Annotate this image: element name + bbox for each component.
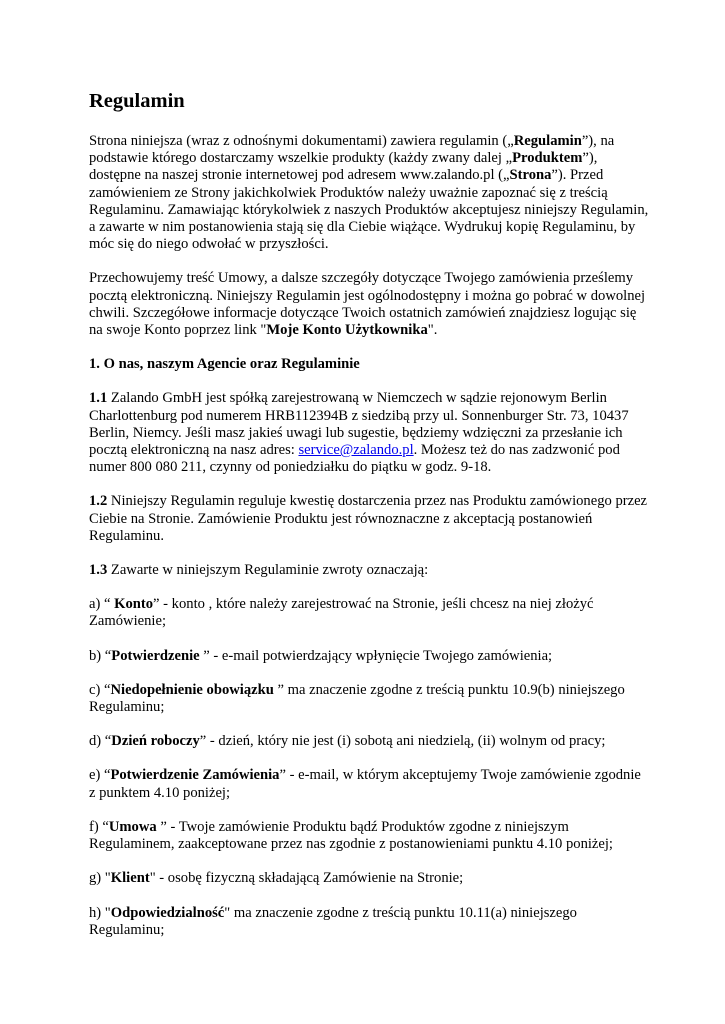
definition-item [89, 870, 649, 887]
definition-prefix: c) “ [89, 681, 111, 698]
text-span: Strona niniejsza (wraz z odnośnymi dokumentami) zawiera regulamin („ [89, 133, 514, 149]
definition-text: " ma znaczenie zgodne z treścią punktu 10.11(a) niniejszego Regulaminu; [89, 904, 577, 938]
definition-text: ” ma znaczenie zgodne z treścią punktu 10.9(b) niniejszego Regulaminu; [89, 681, 625, 716]
definition-item [89, 682, 649, 716]
document-page [89, 88, 649, 956]
clause-number: 1.1 [89, 390, 108, 407]
text-span: Zawarte w niniejszym Regulaminie zwroty oznaczają: [107, 562, 429, 579]
text-span: Niniejszy Regulamin reguluje kwestię dostarczenia przez nas Produktu zamówionego przez Ciebie na Stronie. Zamówienie Produktu jest równoznaczne z akceptacją postanowień Regulaminu. [89, 493, 648, 544]
text-span: . Możesz też do nas zadzwonić pod numer 800 080 211, czynny od poniedziałku do piątku w godz. 9-18. [89, 442, 620, 476]
term-strona: Strona [509, 167, 552, 184]
definition-prefix: e) “ [89, 767, 111, 784]
definition-term: Umowa [108, 818, 161, 835]
definition-text: ” - e-mail potwierdzający wpłynięcie Twojego zamówienia; [203, 647, 553, 664]
text-span: ”). Przed zamówieniem ze Strony jakichkolwiek Produktów należy uważnie zapoznać się z treścią Regulaminu. Zamawiając którykolwiek z naszych Produktów akceptujesz niniejszy Regulamin, a zawarte w nim postanowienia stają się dla Ciebie wiążące. Wydrukuj kopię Regulaminu, by móc się do niego odwołać w przyszłości. [89, 167, 649, 253]
definition-prefix: a) “ [89, 596, 115, 613]
intro-paragraph-2 [89, 270, 649, 339]
definition-term: Dzień roboczy [111, 733, 200, 750]
definition-prefix: b) “ [89, 647, 112, 664]
clause-number: 1.2 [89, 493, 108, 510]
intro-paragraph-1 [89, 133, 649, 253]
definition-term: Potwierdzenie Zamówienia [110, 767, 280, 784]
definition-text: ” - Twoje zamówienie Produktu bądź Produktów zgodne z niniejszym Regulaminem, zaakceptowane przez nas zgodnie z postanowieniami punktu 4.10 poniżej; [89, 818, 613, 853]
text-span: ”), na podstawie którego dostarczamy wszelkie produkty (każdy zwany dalej „ [89, 133, 615, 167]
definition-item [89, 596, 649, 630]
section-1-3 [89, 562, 649, 579]
term-regulamin: Regulamin [513, 133, 582, 149]
definition-prefix: g) " [89, 870, 111, 887]
section-1-2 [89, 493, 649, 545]
term-produkt: Produktem [512, 150, 583, 167]
text-span: ". [427, 322, 438, 339]
section-1-heading: 1. O nas, naszym Agencie oraz Regulaminie [89, 356, 360, 373]
definition-text: ” - e-mail, w którym akceptujemy Twoje zamówienie zgodnie z punktem 4.10 poniżej; [89, 767, 641, 801]
definition-term: Niedopełnienie obowiązku [110, 681, 278, 698]
account-link-label: Moje Konto Użytkownika [266, 322, 428, 339]
definition-prefix: d) “ [89, 733, 112, 750]
text-span: ”), dostępne na naszej stronie internetowej pod adresem www.zalando.pl („ [89, 150, 598, 184]
definition-term: Konto [114, 596, 154, 613]
definition-term: Potwierdzenie [111, 647, 204, 664]
definition-prefix: f) “ [89, 818, 109, 835]
definition-text: ” - konto , które należy zarejestrować na Stronie, jeśli chcesz na niej złożyć Zamówienie; [89, 596, 594, 630]
definition-term: Odpowiedzialność [110, 904, 225, 921]
section-1-1 [89, 390, 649, 476]
definition-text: ” - dzień, który nie jest (i) sobotą ani niedzielą, (ii) wolnym od pracy; [199, 733, 606, 750]
page-title: Regulamin [89, 90, 185, 112]
definition-item [89, 648, 649, 665]
definition-item [89, 767, 649, 801]
email-link[interactable]: service@zalando.pl [298, 442, 414, 459]
text-span: Przechowujemy treść Umowy, a dalsze szczegóły dotyczące Twojego zamówienia prześlemy pocztą elektroniczną. Niniejszy Regulamin jest ogólnodostępny i można go pobrać w dowolnej chwili. Szczegółowe informacje dotyczące Twoich ostatnich zamówień znajdziesz logując się na swoje Konto poprzez link " [89, 270, 646, 339]
definition-item [89, 819, 649, 853]
definition-term: Klient [110, 870, 150, 887]
definition-item [89, 905, 649, 939]
definition-prefix: h) " [89, 904, 111, 921]
clause-number: 1.3 [89, 562, 108, 579]
definition-item [89, 733, 649, 750]
text-span: Zalando GmbH jest spółką zarejestrowaną w Niemczech w sądzie rejonowym Berlin Charlottenburg pod numerem HRB112394B z siedzibą przy ul. Sonnenburger Str. 73, 10437 Berlin, Niemcy. Jeśli masz jakieś uwagi lub sugestie, będziemy wdzięczni za przesłanie ich pocztą elektroniczną na nasz adres: [89, 390, 629, 459]
definition-text: " - osobę fizyczną składającą Zamówienie na Stronie; [149, 870, 464, 887]
